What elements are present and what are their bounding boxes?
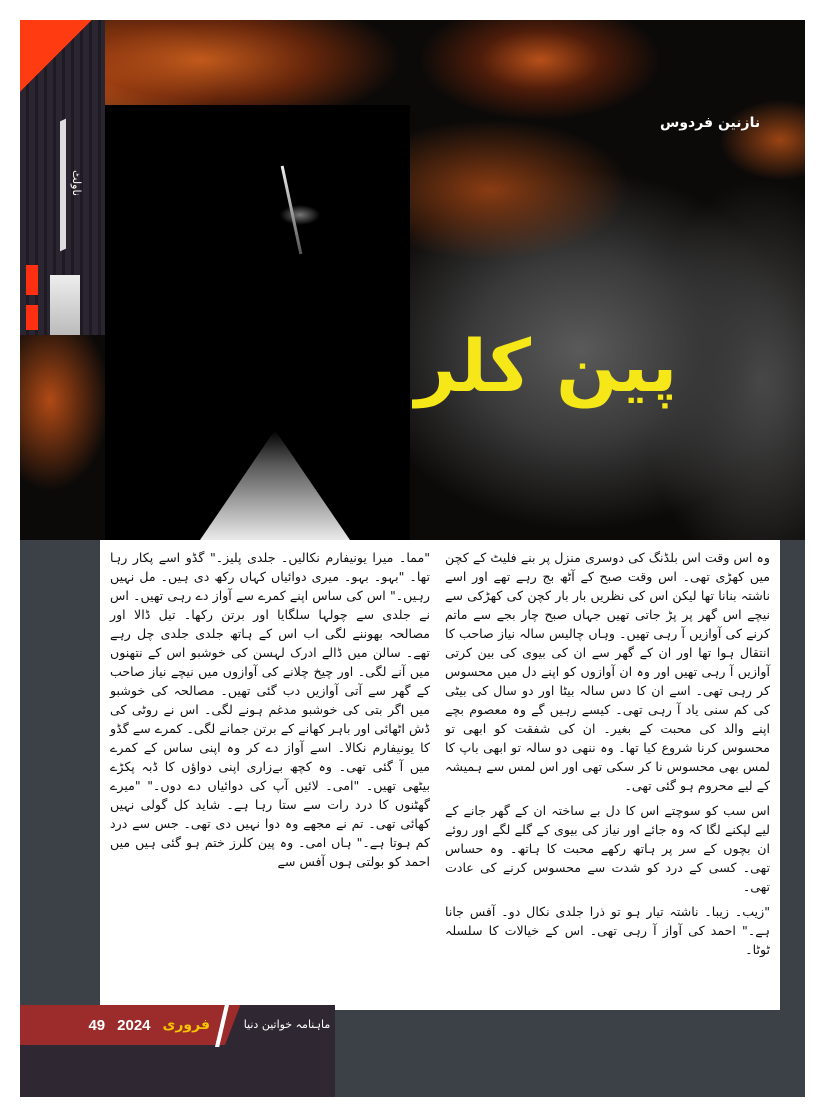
text-line: جہاں صبح چار بجے سے ماتم کرنے کی آوازیں آ رہی تھیں۔ وہاں چالیس — [445, 607, 770, 641]
text-line: آوازیں دب گئی تھیں۔ مصالحہ کی خوشبو میں اگر بتی کی خوشبو مدغم ہونے — [110, 683, 430, 717]
portrait-image — [105, 105, 410, 540]
text-line: احمد کی آواز آ رہی تھی۔ اس کے خیالات کا سلسلہ ٹوٹا۔ — [445, 923, 770, 957]
text-line: وہ اس وقت اس بلڈنگ کی دوسری منزل پر بنے فلیٹ کے کچن — [445, 550, 770, 565]
decor-block — [50, 275, 80, 335]
text-column-left — [110, 548, 430, 871]
footer-panel — [20, 1045, 335, 1097]
text-line: سالہ نیاز صاحب کا انتقال ہوا تھا اور ان کے گھر سے ان کی بیوی کی بین — [445, 626, 770, 660]
text-line: لیے لپکنے لگا کہ وہ جائے اور نیاز کی بیوی کے گلے لگے اور روئے ان بچوں کے — [445, 822, 770, 856]
story-text-box — [100, 540, 780, 1010]
decor-block — [26, 305, 38, 330]
magazine-page — [20, 20, 805, 1097]
text-line: "مما۔ میرا یونیفارم نکالیں۔ جلدی پلیز۔" گڈو اسے پکار رہا تھا۔ — [110, 550, 430, 584]
text-line: اس نے جلدی سے چولہا سلگایا اور برتن رکھا۔ تیل ڈالا اور مصالحہ — [110, 588, 430, 641]
text-line: رہی تھی۔ اسے ان کا دس سالہ بیٹا اور دو سال کی بیٹی کی کم سنی یاد آ رہی — [445, 683, 770, 717]
author-name: نازنین فردوس — [660, 115, 761, 131]
face-edge — [281, 166, 303, 255]
neck-highlight — [200, 430, 350, 540]
text-line: بھوننے لگی اب اس کے ہاتھ جلدی جلدی چل رہے تھے۔ — [110, 626, 430, 660]
text-line: تھی۔ کیسے رہیں گے وہ معصوم بچے اپنے والد کی محبت کے بغیر۔ — [445, 702, 770, 736]
issue-year: 2024 — [117, 1016, 151, 1034]
text-line: کھائی تھی۔ تم نے مجھے وہ دوا نہیں دی تھی۔ جس سے درد کم ہوتا ہے۔" — [110, 816, 430, 850]
decor-bar — [60, 119, 66, 252]
text-line: ان کی شفقت کو ابھی تو محسوس کرنا شروع کیا تھا۔ وہ ننھی دو سالہ تو — [445, 721, 770, 755]
text-line: کمرے سے گڈو کا یونیفارم نکالا۔ اسے آواز دے کر وہ اپنی — [110, 721, 431, 755]
text-line: "امی۔ لائیں آپ کی دوائیاں دے دوں۔" — [147, 778, 360, 793]
story-title: پین کلر — [415, 324, 678, 408]
text-line: اس نے روٹی کی ڈش اٹھائی اور باہر کھانے کے برتن جمانے لگی۔ — [110, 702, 430, 736]
decor-block — [26, 265, 38, 295]
text-line: "میرے گھٹنوں کا درد رات سے ستا رہا ہے۔ شاید کل گولی نہیں — [110, 778, 430, 812]
text-line: کرتی آوازیں آ رہی تھیں اور وہ ان آوازوں کو اپنے دل میں محسوس کر — [445, 645, 770, 698]
paragraph-gap — [445, 795, 770, 801]
text-line: وہ کچھ بےزاری اپنی دواؤں کا ڈبہ پکڑے بیٹھی تھیں۔ — [110, 759, 430, 793]
paragraph-gap — [445, 896, 770, 902]
text-line: ساس کے کمرے میں آ گئی تھی۔ — [110, 740, 430, 774]
text-line: اس سب کو سوچتے اس کا دل بے ساختہ ان کے گھر جانے کے — [445, 803, 770, 818]
text-line: کرنے کی عادت تھی۔ — [445, 860, 770, 894]
section-strip — [20, 20, 105, 335]
issue-month: فروری — [162, 1017, 210, 1033]
text-line: سر پر ہاتھ رکھے محبت کا ہاتھ۔ وہ حساس تھی۔ کسی کے درد کو شدت سے محسوس — [445, 841, 770, 875]
issue-info — [60, 1005, 210, 1045]
magazine-name: ماہنامہ خواتین دنیا — [243, 1018, 331, 1031]
text-line: ہاں امی۔ وہ پین کلرز ختم ہو گئی ہیں میں احمد کو بولتی ہوں آفس سے — [110, 835, 430, 869]
page-number: 49 — [88, 1016, 106, 1034]
text-line: اس کی ساس اپنے کمرے سے آواز دے رہی تھیں۔ — [133, 588, 386, 603]
text-line: لگی۔ — [204, 702, 233, 717]
text-line: سالن میں ڈالے ادرک لہسن کی خوشبو اس کے نتھنوں میں آنے — [110, 645, 430, 679]
text-column-right — [445, 548, 770, 959]
text-line: میں کھڑی تھی۔ اس وقت صبح کے آٹھ بج رہے تھے اور اسے ناشتہ بنانا تھا — [445, 569, 770, 603]
text-line: لگی۔ اور چیخ چلانے کی آوازوں میں نیچے نیاز صاحب کے گھر سے آتی — [110, 664, 430, 698]
text-line: "بہو۔ بہو۔ میری دوائیاں کہاں رکھ دی ہیں۔ مل نہیں رہیں۔" — [110, 569, 430, 603]
text-line: "زیب۔ زیبا۔ ناشتہ تیار ہو تو ذرا جلدی نکال دو۔ آفس جانا ہے۔" — [445, 904, 770, 938]
text-line: لیکن اس کی نظریں بار بار کچن کی کھڑکی سے نیچے اس گھر پر پڑ جاتی تھیں — [445, 588, 770, 622]
text-line: ہو گئی تھی۔ — [624, 778, 694, 793]
text-line: ابھی باپ کا لمس بھی محسوس نا کر سکی تھی اور اس لمس سے ہمیشہ کے لیے محروم — [445, 740, 770, 793]
section-label: ناولٹ — [70, 170, 83, 196]
